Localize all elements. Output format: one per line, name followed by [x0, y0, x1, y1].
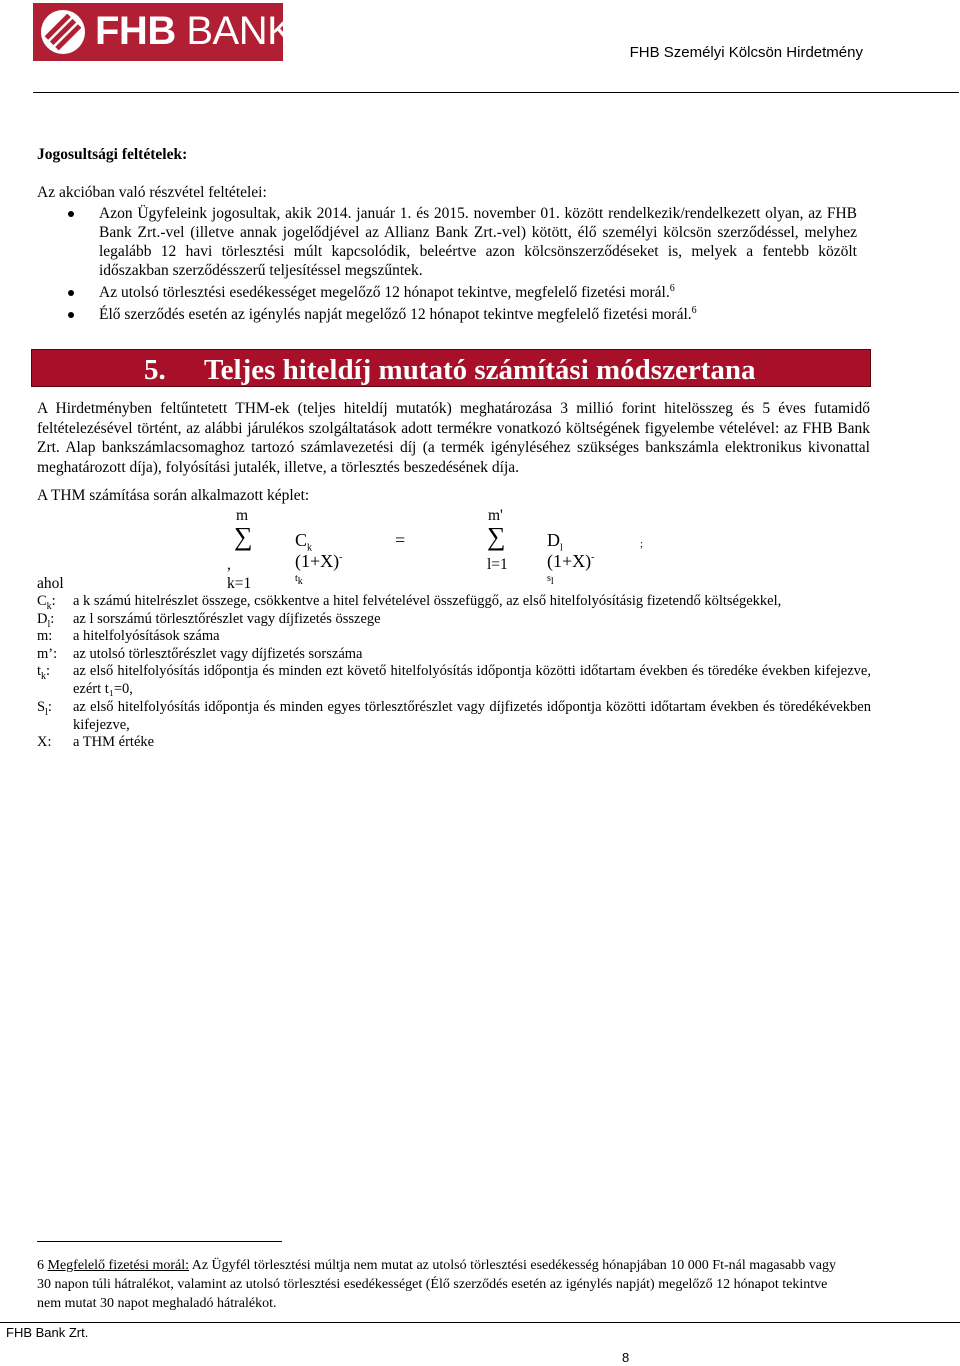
eligibility-heading: Jogosultsági feltételek: — [37, 146, 188, 163]
definition-value: a k számú hitelrészlet összege, csökkentve a hitel felvételével összefüggő, az első hitelfolyósításig fizetendő költségekkel, — [73, 593, 782, 609]
list-item: Az utolsó törlesztési esedékességet megelőző 12 hónapot tekintve, megfelelő fizetési morál.$^6$ — [37, 283, 857, 302]
bullet-icon — [68, 290, 74, 296]
formula-equals: = — [395, 530, 406, 550]
section-title: Teljes hiteldíj mutató számítási módszertana — [204, 354, 756, 386]
logo-text: FHB BANK — [95, 9, 294, 53]
definition-key: m: — [37, 628, 53, 644]
header-divider — [33, 92, 959, 93]
sum-lower-limit-right: l=1 — [487, 556, 508, 573]
formula-left-term: $C_k$ $(1+X)^{-t_k}$ — [295, 530, 343, 587]
page-number: 8 — [622, 1350, 630, 1365]
definition-value: az első hitelfolyósítás időpontja és minden egyes törlesztőrészlet vagy díjfizetés időpontja közötti időtartam években és töredékévekben kifejezve, — [73, 699, 871, 733]
definition-value: az l sorszámú törlesztőrészlet vagy díjfizetés összege — [73, 610, 381, 627]
footnote-number: 6 — [37, 1258, 44, 1273]
footnote-text: Az Ügyfél törlesztési múltja nem mutat az utolsó törlesztési esedékesség hónapjában 10 000 Ft-nál magasabb vagy 30 napon túli hátralékot, valamint az utolsó törlesztési esedékességet (Élő szerződés esetén az igénylés napját) megelőző 12 hónapot tekintve nem mutat 30 napot meghaladó hátralékot. — [37, 1258, 836, 1311]
definition-value: a THM értéke — [73, 734, 155, 750]
section-paragraph: A Hirdetményben feltűntetett THM-ek (teljes hiteldíj mutatók) meghatározása 3 millió forint hitelösszeg és 5 éves futamidő feltételezésével történt, az alábbi járulékos szolgáltatások adott termékre vonatkozó költségének figyelembe vételével: az FHB Bank Zrt. Alap bankszámlacsomaghoz tartozó számlavezetési díj (a termék igényléséhez szükséges bankszámla elektronikus kivonattal meghatározott díja), folyósítási jutalék, illetve, a törlesztés beszedésének díja. — [37, 400, 870, 476]
definition-key: m’: — [37, 645, 58, 662]
definitions-label: ahol — [37, 575, 64, 592]
footnote-ref[interactable]: 6 — [669, 282, 675, 294]
formula-intro: A THM számítása során alkalmazott képlet: — [37, 487, 310, 504]
bullet-icon — [68, 211, 74, 217]
sum-lower-limit: , k=1 — [227, 556, 252, 592]
footnote — [37, 1256, 837, 1313]
fhb-bank-logo — [33, 3, 294, 61]
footnote-ref[interactable]: 6 — [691, 304, 697, 316]
list-item: Azon Ügyfeleink jogosultak, akik 2014. január 1. és 2015. november 01. között rendelkezik/rendelkezett olyan, az FHB Bank Zrt.-vel (illetve annak jogelődjével az Allianz Bank Zrt.-vel) kötött, élő személyi kölcsön szerződéssel, melyhez legalább 12 havi törlesztési múlt kapcsolódik, beleértve azon kölcsönszerződéseket is, melyek a fentebb közölt időszakban szerződésszerű teljesítéssel megszűntek. — [37, 204, 857, 280]
sigma-icon: ∑ — [487, 522, 506, 551]
sum-upper-limit-right: m' — [488, 507, 503, 524]
definition-key: $C_k$: — [37, 593, 56, 612]
bullet-icon — [68, 312, 74, 318]
list-item: Élő szerződés esetén az igénylés napját megelőző 12 hónapot tekintve megfelelő fizetési morál.$^6$ — [37, 305, 857, 324]
document-title: FHB Személyi Kölcsön Hirdetmény — [629, 44, 863, 61]
definition-key: $D_l$: — [37, 610, 55, 630]
sigma-icon: ∑ — [234, 522, 253, 551]
fhb-logo-mark-icon — [39, 8, 87, 56]
section-banner — [31, 349, 871, 387]
footnote-rule — [37, 1241, 282, 1242]
formula-right-term: $D_l$ $(1+X)^{-s_l}$ — [547, 530, 595, 587]
formula-end: ; — [640, 538, 644, 550]
definition-value: az utolsó törlesztőrészlet vagy díjfizetés sorszáma — [73, 645, 363, 662]
definition-key: $S_l$: — [37, 699, 52, 718]
definition-value: az első hitelfolyósítás időpontja és minden ezt követő hitelfolyósítás időpontja közötti időtartam években és töredéke években kifejezve, ezért t₁=0, — [73, 663, 871, 697]
sum-upper-limit: m — [236, 507, 249, 524]
footer-divider — [0, 1322, 960, 1323]
eligibility-list — [37, 204, 857, 324]
definition-key: $t_k$: — [37, 663, 51, 682]
definition-key: X: — [37, 734, 52, 750]
footer-company: FHB Bank Zrt. — [6, 1325, 89, 1340]
definitions-list — [37, 593, 871, 753]
section-number: 5. — [144, 354, 166, 386]
eligibility-intro: Az akcióban való részvétel feltételei: — [37, 184, 267, 201]
footnote-label: Megfelelő fizetési morál: — [47, 1258, 189, 1273]
definition-value: a hitelfolyósítások száma — [73, 628, 220, 644]
